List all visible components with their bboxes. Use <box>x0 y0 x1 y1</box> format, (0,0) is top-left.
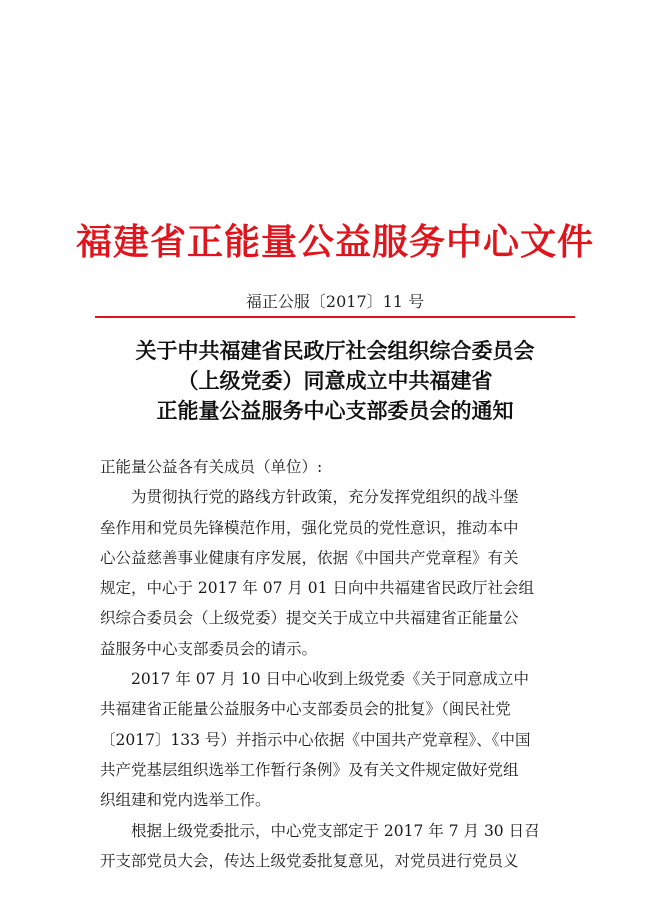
body-line: 织综合委员会（上级党委）提交关于成立中共福建省正能量公 <box>100 609 519 628</box>
body-line: 〔2017〕133 号）并指示中心依据《中国共产党章程》、《中国 <box>100 730 531 749</box>
notice-title <box>60 336 610 426</box>
notice-title-line: 关于中共福建省民政厅社会组织综合委员会 <box>135 338 535 363</box>
document-number: 福正公服〔2017〕11 号 <box>245 292 425 311</box>
body-line: 织组建和党内选举工作。 <box>100 791 271 810</box>
notice-title-line: 正能量公益服务中心支部委员会的通知 <box>156 398 514 423</box>
body-line: 为贯彻执行党的路线方针政策，充分发挥党组织的战斗堡 <box>100 488 519 507</box>
red-divider-line <box>95 316 575 318</box>
body-line: 开支部党员大会，传达上级党委批复意见，对党员进行党员义 <box>100 851 519 870</box>
body-line: 2017 年 07 月 10 日中心收到上级党委《关于同意成立中 <box>100 670 530 689</box>
body-line: 心公益慈善事业健康有序发展，依据《中国共产党章程》有关 <box>100 548 519 567</box>
notice-body <box>100 452 570 876</box>
salutation: 正能量公益各有关成员（单位）: <box>100 458 323 476</box>
body-line: 共产党基层组织选举工作暂行条例》及有关文件规定做好党组 <box>100 760 519 779</box>
body-line: 垒作用和党员先锋模范作用，强化党员的党性意识，推动本中 <box>100 518 519 537</box>
document-header-title: 福建省正能量公益服务中心文件 <box>75 222 594 263</box>
body-line: 共福建省正能量公益服务中心支部委员会的批复》（闽民社党 <box>100 700 511 719</box>
body-line: 规定，中心于 2017 年 07 月 01 日向中共福建省民政厅社会组 <box>100 579 534 598</box>
body-line: 根据上级党委批示，中心党支部定于 2017 年 7 月 30 日召 <box>100 821 540 840</box>
notice-title-line: （上级党委）同意成立中共福建省 <box>177 368 493 393</box>
body-line: 益服务中心支部委员会的请示。 <box>100 639 318 658</box>
